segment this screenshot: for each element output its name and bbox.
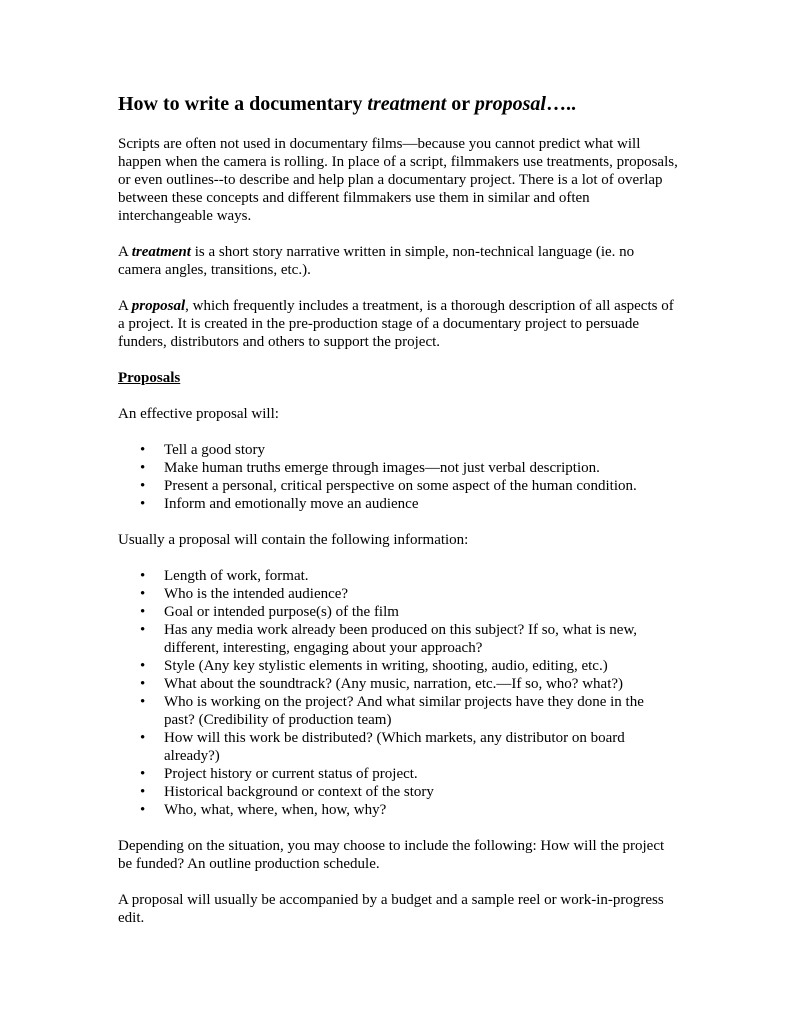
bullet-icon: • — [140, 766, 146, 782]
treatment-definition — [118, 243, 678, 279]
list-item — [118, 783, 678, 801]
list-item-text: Who is working on the project? And what similar projects have they done in the past? (Credibility of production team) — [164, 694, 644, 728]
list-item — [118, 567, 678, 585]
treatment-term: treatment — [131, 244, 191, 260]
proposal-contents-list — [118, 567, 678, 819]
contain-intro: Usually a proposal will contain the following information: — [118, 532, 469, 548]
list-item — [118, 621, 678, 657]
bullet-icon: • — [140, 478, 146, 494]
bullet-icon: • — [140, 460, 146, 476]
list-item — [118, 585, 678, 603]
title-ellipsis: ….. — [545, 93, 576, 115]
list-item — [118, 495, 678, 513]
effective-intro: An effective proposal will: — [118, 406, 279, 422]
list-item — [118, 693, 678, 729]
list-item — [118, 765, 678, 783]
closing-paragraph: A proposal will usually be accompanied by a budget and a sample reel or work-in-progress edit. — [118, 892, 664, 926]
title-treatment: treatment — [367, 93, 447, 115]
title-text: How to write a documentary — [118, 93, 368, 115]
list-item — [118, 657, 678, 675]
list-item-text: What about the soundtrack? (Any music, narration, etc.—If so, who? what?) — [164, 676, 624, 692]
bullet-icon: • — [140, 784, 146, 800]
bullet-icon: • — [140, 658, 146, 674]
treatment-rest: is a short story narrative written in simple, non-technical language (ie. no camera angles, transitions, etc.). — [118, 244, 635, 278]
treatment-prefix: A — [118, 244, 132, 260]
list-item-text: Inform and emotionally move an audience — [164, 496, 419, 512]
bullet-icon: • — [140, 442, 146, 458]
bullet-icon: • — [140, 622, 146, 638]
title-proposal: proposal — [474, 93, 546, 115]
list-item — [118, 441, 678, 459]
situation-paragraph: Depending on the situation, you may choose to include the following: How will the project be funded? An outline production schedule. — [118, 838, 665, 872]
bullet-icon: • — [140, 496, 146, 512]
title-or: or — [446, 93, 475, 115]
list-item — [118, 459, 678, 477]
proposal-definition — [118, 297, 678, 351]
bullet-icon: • — [140, 604, 146, 620]
list-item-text: Present a personal, critical perspective on some aspect of the human condition. — [164, 478, 637, 494]
document-page — [118, 92, 678, 945]
effective-proposal-list — [118, 441, 678, 513]
page-title — [118, 92, 678, 116]
list-item — [118, 675, 678, 693]
bullet-icon: • — [140, 568, 146, 584]
list-item-text: Style (Any key stylistic elements in writing, shooting, audio, editing, etc.) — [164, 658, 608, 674]
list-item-text: Project history or current status of project. — [164, 766, 418, 782]
list-item-text: Has any media work already been produced on this subject? If so, what is new, different, interesting, engaging about your approach? — [164, 622, 638, 656]
list-item-text: Goal or intended purpose(s) of the film — [164, 604, 399, 620]
bullet-icon: • — [140, 730, 146, 746]
list-item-text: Historical background or context of the story — [164, 784, 434, 800]
list-item-text: How will this work be distributed? (Which markets, any distributor on board already?) — [164, 730, 625, 764]
list-item-text: Make human truths emerge through images—not just verbal description. — [164, 460, 600, 476]
proposal-rest: , which frequently includes a treatment, is a thorough description of all aspects of a project. It is created in the pre-production stage of a documentary project to persuade funders, distributors and others to support the project. — [118, 298, 674, 350]
list-item-text: Who is the intended audience? — [164, 586, 349, 602]
list-item-text: Who, what, where, when, how, why? — [164, 802, 387, 818]
bullet-icon: • — [140, 802, 146, 818]
proposals-heading: Proposals — [118, 370, 181, 386]
bullet-icon: • — [140, 694, 146, 710]
list-item — [118, 801, 678, 819]
list-item — [118, 603, 678, 621]
intro-paragraph: Scripts are often not used in documentary films—because you cannot predict what will happen when the camera is rolling. In place of a script, filmmakers use treatments, proposals, or even outlines--to describe and help plan a documentary project. There is a lot of overlap between these concepts and different filmmakers use them in similar and often interchangeable ways. — [118, 136, 678, 224]
bullet-icon: • — [140, 586, 146, 602]
list-item-text: Tell a good story — [164, 442, 266, 458]
bullet-icon: • — [140, 676, 146, 692]
proposal-term: proposal — [131, 298, 186, 314]
list-item — [118, 729, 678, 765]
list-item — [118, 477, 678, 495]
list-item-text: Length of work, format. — [164, 568, 309, 584]
proposal-prefix: A — [118, 298, 132, 314]
